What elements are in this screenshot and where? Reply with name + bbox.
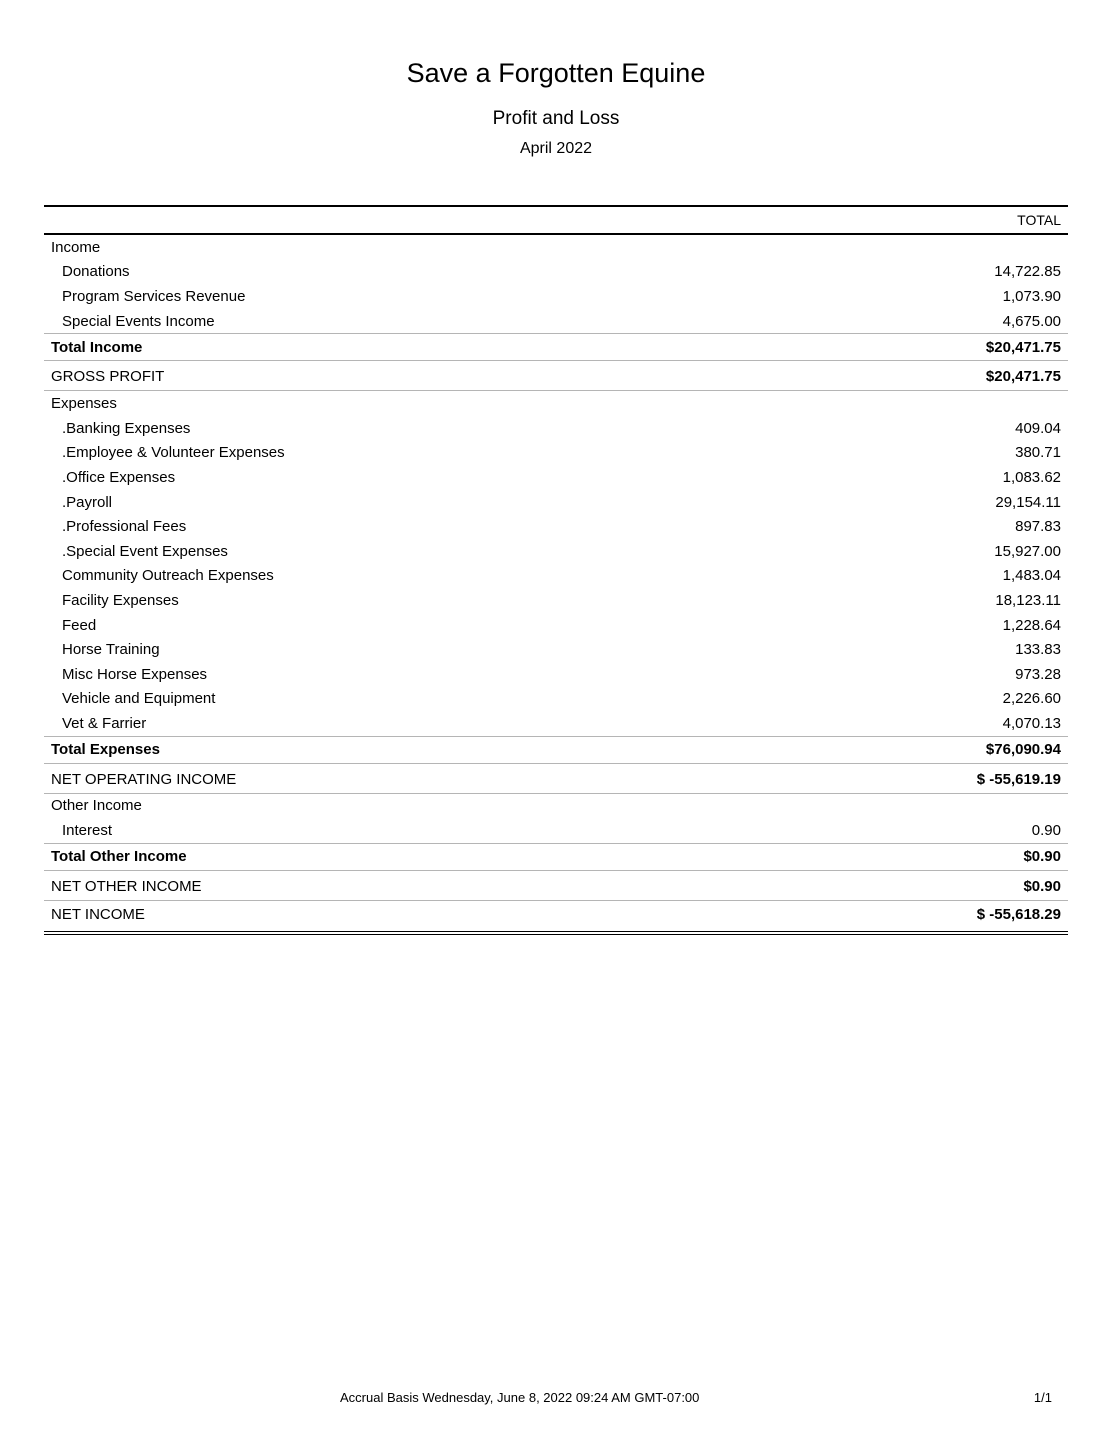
row-label: .Employee & Volunteer Expenses — [62, 444, 285, 462]
report-footer-basis: Accrual Basis Wednesday, June 8, 2022 09:24 AM GMT-07:00 — [340, 1390, 700, 1405]
gross-profit-row — [44, 363, 1068, 391]
row-label: Misc Horse Expenses — [62, 665, 208, 683]
table-row — [44, 539, 1068, 564]
summary-amount: $0.90 — [1023, 877, 1061, 895]
row-amount: 14,722.85 — [994, 263, 1061, 281]
summary-label: NET OPERATING INCOME — [51, 770, 237, 788]
row-label: Program Services Revenue — [62, 287, 246, 305]
row-amount: 29,154.11 — [995, 493, 1061, 511]
row-label: Special Events Income — [62, 312, 215, 330]
table-row — [44, 490, 1068, 515]
row-amount: 1,073.90 — [1002, 287, 1061, 305]
row-amount: 1,083.62 — [1002, 468, 1061, 486]
summary-amount: $ -55,619.19 — [976, 770, 1061, 788]
row-amount: 380.71 — [1015, 444, 1061, 462]
section-expenses — [44, 391, 1068, 416]
row-label: Vet & Farrier — [62, 714, 147, 732]
total-label: Total Income — [51, 338, 143, 356]
row-amount: 4,070.13 — [1002, 714, 1061, 732]
section-label: Income — [51, 238, 101, 256]
total-amount: $0.90 — [1023, 848, 1061, 866]
total-amount: $76,090.94 — [985, 741, 1061, 759]
row-label: .Banking Expenses — [62, 419, 191, 437]
company-name: Save a Forgotten Equine — [406, 58, 706, 88]
row-label: .Payroll — [62, 493, 113, 511]
net-operating-income-row — [44, 766, 1068, 794]
total-amount: $20,471.75 — [985, 338, 1061, 356]
page-number: 1/1 — [1033, 1390, 1052, 1405]
row-label: Donations — [62, 263, 130, 281]
row-label: Facility Expenses — [62, 591, 179, 609]
table-row — [44, 284, 1068, 309]
column-header-total: TOTAL — [44, 207, 1068, 235]
net-income-label: NET INCOME — [51, 906, 145, 924]
table-row — [44, 662, 1068, 687]
table-row — [44, 260, 1068, 285]
row-label: Interest — [62, 822, 113, 840]
table-row — [44, 687, 1068, 712]
row-amount: 133.83 — [1015, 641, 1061, 659]
row-amount: 973.28 — [1015, 665, 1061, 683]
row-label: Horse Training — [62, 641, 160, 659]
row-amount: 15,927.00 — [994, 542, 1061, 560]
section-other-income — [44, 794, 1068, 819]
table-row — [44, 564, 1068, 589]
table-row — [44, 441, 1068, 466]
table-row — [44, 637, 1068, 662]
row-label: Feed — [62, 616, 97, 634]
net-income-row — [44, 901, 1068, 935]
total-expenses-row — [44, 736, 1068, 764]
net-other-income-row — [44, 873, 1068, 901]
table-row — [44, 818, 1068, 843]
table-row — [44, 613, 1068, 638]
section-label: Expenses — [51, 395, 117, 413]
row-label: .Professional Fees — [62, 518, 187, 536]
summary-label: NET OTHER INCOME — [51, 877, 202, 895]
table-row — [44, 309, 1068, 334]
table-row — [44, 711, 1068, 736]
row-amount: 2,226.60 — [1002, 690, 1061, 708]
total-label: Total Other Income — [51, 848, 187, 866]
row-amount: 18,123.11 — [995, 591, 1061, 609]
row-amount: 1,483.04 — [1002, 567, 1061, 585]
row-amount: 0.90 — [1031, 822, 1061, 840]
report-period: April 2022 — [519, 140, 593, 157]
summary-amount: $20,471.75 — [985, 368, 1061, 386]
row-amount: 4,675.00 — [1002, 312, 1061, 330]
section-income — [44, 235, 1068, 260]
row-label: .Office Expenses — [62, 468, 176, 486]
row-amount: 1,228.64 — [1002, 616, 1061, 634]
summary-label: GROSS PROFIT — [51, 368, 165, 386]
total-label: Total Expenses — [51, 741, 160, 759]
total-income-row — [44, 333, 1068, 361]
row-amount: 897.83 — [1015, 518, 1061, 536]
row-label: .Special Event Expenses — [62, 542, 228, 560]
table-row — [44, 514, 1068, 539]
table-row — [44, 588, 1068, 613]
row-label: Community Outreach Expenses — [62, 567, 274, 585]
total-other-income-row — [44, 843, 1068, 871]
table-row — [44, 416, 1068, 441]
section-label: Other Income — [51, 797, 142, 815]
table-row — [44, 465, 1068, 490]
profit-loss-table — [44, 205, 1068, 935]
net-income-amount: $ -55,618.29 — [976, 906, 1061, 924]
row-amount: 409.04 — [1015, 419, 1061, 437]
row-label: Vehicle and Equipment — [62, 690, 216, 708]
report-title: Profit and Loss — [492, 108, 620, 129]
